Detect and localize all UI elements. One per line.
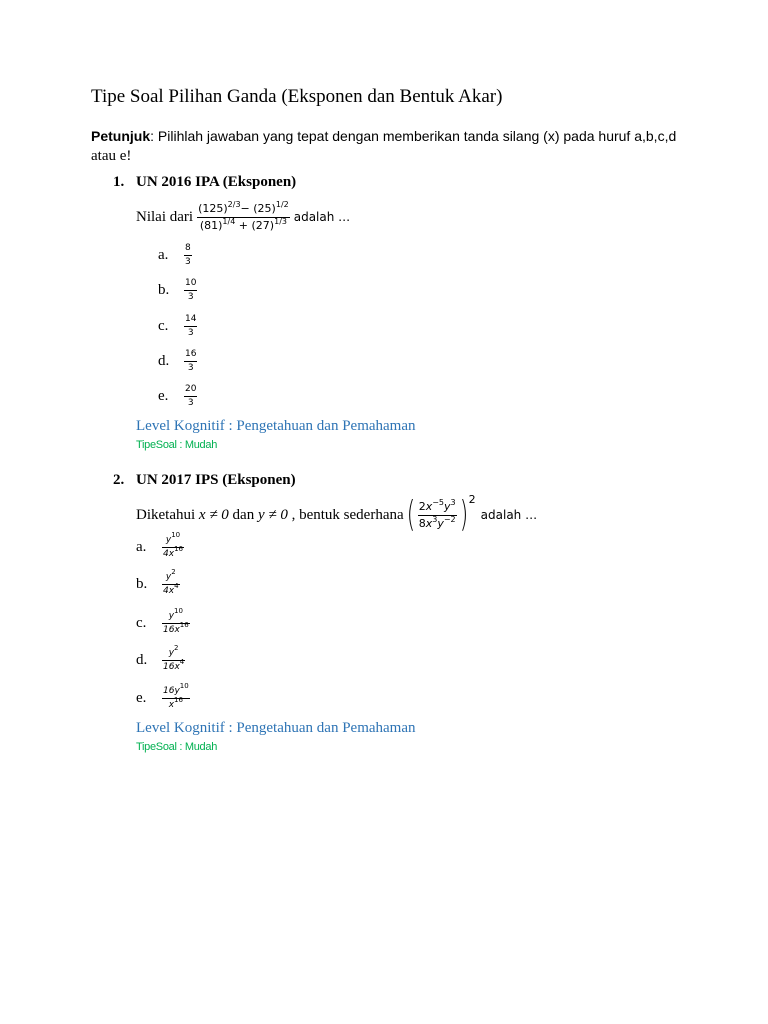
- den-base: 4x: [163, 585, 175, 596]
- expr2-den-coef: 8: [418, 516, 426, 530]
- q2-option-d-den: [162, 657, 185, 673]
- question-2-number: 2.: [113, 472, 125, 488]
- q1-option-e-den: 3: [187, 397, 194, 408]
- question-2-stem-prefix: Diketahui: [136, 506, 196, 523]
- num-base: y: [165, 534, 172, 545]
- expr2-num-y-exp: 3: [450, 497, 456, 507]
- q2-option-a-letter: a.: [136, 538, 147, 555]
- fraction-bar: [184, 361, 197, 362]
- expr1-den-b: (27): [251, 218, 275, 232]
- expr2-num-x-exp: −5: [432, 497, 445, 507]
- q1-option-b[interactable]: [158, 275, 201, 305]
- question-1-stem-suffix: adalah …: [293, 210, 351, 224]
- q1-option-c-num: 14: [185, 313, 197, 324]
- q2-difficulty: TipeSoal : Mudah: [136, 741, 218, 753]
- q1-option-a-den: 3: [185, 256, 191, 267]
- q2-option-a-den: [162, 544, 184, 560]
- q1-option-e[interactable]: [158, 381, 201, 411]
- q1-option-d-num: 16: [185, 348, 197, 359]
- den-base: 4x: [163, 548, 175, 559]
- instructions: [91, 127, 681, 166]
- question-2-expression: [418, 497, 457, 531]
- q1-option-d[interactable]: [158, 346, 201, 376]
- expr2-den-x-exp: 3: [432, 514, 438, 524]
- expr1-minus: −: [240, 201, 254, 215]
- expr2-den-x: x: [425, 516, 433, 530]
- question-1-stem: [136, 192, 350, 242]
- question-1-stem-prefix: Nilai dari: [136, 208, 194, 225]
- q2-option-c-letter: c.: [136, 614, 147, 631]
- q2-option-d[interactable]: [136, 644, 189, 676]
- q1-option-d-den: 3: [187, 362, 194, 373]
- question-1-number: 1.: [113, 174, 125, 190]
- question-2-stem-suffix: adalah …: [480, 508, 538, 522]
- num-exp: 2: [174, 643, 179, 652]
- num-base: y: [168, 647, 175, 658]
- q1-option-a[interactable]: [158, 240, 196, 270]
- expr1-numerator: [197, 199, 290, 216]
- q1-option-c-letter: c.: [158, 317, 169, 334]
- q2-option-e-value: [162, 681, 190, 711]
- instruction-line2: atau e!: [91, 148, 132, 164]
- expr1-plus: +: [235, 218, 252, 232]
- expr2-denominator: [418, 514, 457, 531]
- num-exp: 10: [171, 530, 181, 539]
- q2-option-b-value: [162, 567, 180, 597]
- q2-option-c[interactable]: [136, 607, 194, 639]
- expr2-outer-exp: 2: [468, 492, 476, 506]
- q2-cognitive-level: Level Kognitif : Pengetahuan dan Pemahaman: [136, 720, 416, 736]
- q1-option-d-value: [184, 349, 197, 374]
- num-exp: 10: [174, 606, 183, 615]
- q1-option-a-num: 8: [185, 242, 191, 253]
- expr2-den-y: y: [437, 516, 444, 530]
- question-2-cond2: y ≠ 0: [257, 506, 288, 523]
- q2-option-a[interactable]: [136, 531, 188, 563]
- expr1-num-b-exp: 1/2: [275, 199, 289, 209]
- expr1-denominator: [199, 216, 288, 233]
- expr2-num-y: y: [444, 499, 451, 513]
- den-base: 16x: [163, 624, 180, 635]
- question-2-mid: dan: [232, 506, 255, 523]
- expr1-den-b-exp: 1/3: [274, 216, 287, 226]
- q2-option-e-letter: e.: [136, 689, 147, 706]
- q1-option-a-letter: a.: [158, 246, 169, 263]
- fraction-bar: [184, 290, 197, 291]
- expr1-num-a-exp: 2/3: [227, 199, 241, 209]
- q2-option-d-value: [162, 643, 185, 673]
- q1-option-d-letter: d.: [158, 352, 170, 369]
- q2-option-d-letter: d.: [136, 651, 148, 668]
- left-paren: (: [406, 494, 415, 535]
- q2-option-c-value: [162, 606, 190, 636]
- expr1-num-b: (25): [253, 201, 276, 215]
- den-base: 16x: [163, 661, 180, 672]
- right-paren: ): [459, 494, 468, 535]
- fraction-bar: [184, 396, 197, 397]
- q1-option-b-den: 3: [187, 291, 194, 302]
- q1-option-c-den: 3: [187, 327, 194, 338]
- q2-option-e[interactable]: [136, 682, 194, 714]
- q2-option-b-den: [162, 581, 180, 597]
- q1-cognitive-level: Level Kognitif : Pengetahuan dan Pemahaman: [136, 418, 416, 434]
- q1-option-a-value: [184, 243, 192, 268]
- q1-option-e-letter: e.: [158, 387, 169, 404]
- expr2-num-coef: 2: [418, 499, 426, 513]
- q2-option-b[interactable]: [136, 568, 184, 600]
- q2-option-b-letter: b.: [136, 575, 148, 592]
- num-base: 16y: [163, 685, 180, 696]
- den-exp: 4: [179, 657, 185, 666]
- q1-option-c-value: [184, 314, 197, 339]
- q1-option-e-value: [184, 384, 197, 409]
- q1-option-b-value: [184, 278, 197, 303]
- num-exp: 10: [179, 681, 189, 690]
- question-2-cond1: x ≠ 0: [198, 506, 229, 523]
- den-exp: 16: [174, 695, 183, 704]
- den-base: x: [168, 699, 175, 710]
- q2-option-e-den: [168, 695, 184, 711]
- expr2-num-x: x: [425, 499, 433, 513]
- question-2-heading: UN 2017 IPS (Eksponen): [136, 472, 296, 488]
- expr1-num-a: (125): [198, 201, 228, 215]
- q1-option-b-num: 10: [185, 277, 197, 288]
- q1-option-b-letter: b.: [158, 281, 170, 298]
- q2-option-c-den: [162, 620, 190, 636]
- question-1-heading: UN 2016 IPA (Eksponen): [136, 174, 297, 190]
- instruction-line1: : Pilihlah jawaban yang tepat dengan memberikan tanda silang (x) pada huruf a,b,c,d: [150, 128, 677, 144]
- q2-option-d-num: [168, 643, 180, 659]
- fraction-bar: [184, 326, 197, 327]
- num-exp: 2: [171, 567, 176, 576]
- num-base: y: [168, 610, 175, 621]
- q2-option-a-value: [162, 530, 184, 560]
- fraction-bar: [184, 255, 192, 256]
- q1-option-e-num: 20: [185, 383, 197, 394]
- expr1-den-a-exp: 1/4: [222, 216, 236, 226]
- q1-option-c[interactable]: [158, 311, 201, 341]
- page-title: Tipe Soal Pilihan Ganda (Eksponen dan Bentuk Akar): [91, 86, 503, 107]
- num-base: y: [165, 571, 172, 582]
- instruction-label: Petunjuk: [91, 128, 151, 144]
- expr1-den-a: (81): [199, 218, 223, 232]
- expr2-numerator: [418, 497, 457, 514]
- question-1-expression: [197, 199, 290, 233]
- question-2-stem: [136, 492, 537, 538]
- q1-difficulty: TipeSoal : Mudah: [136, 439, 218, 451]
- den-exp: 4: [174, 581, 179, 590]
- expr2-den-y-exp: −2: [443, 514, 456, 524]
- den-exp: 16: [179, 620, 189, 629]
- question-2-stem-mid2: , bentuk sederhana: [291, 506, 404, 523]
- den-exp: 16: [174, 544, 183, 553]
